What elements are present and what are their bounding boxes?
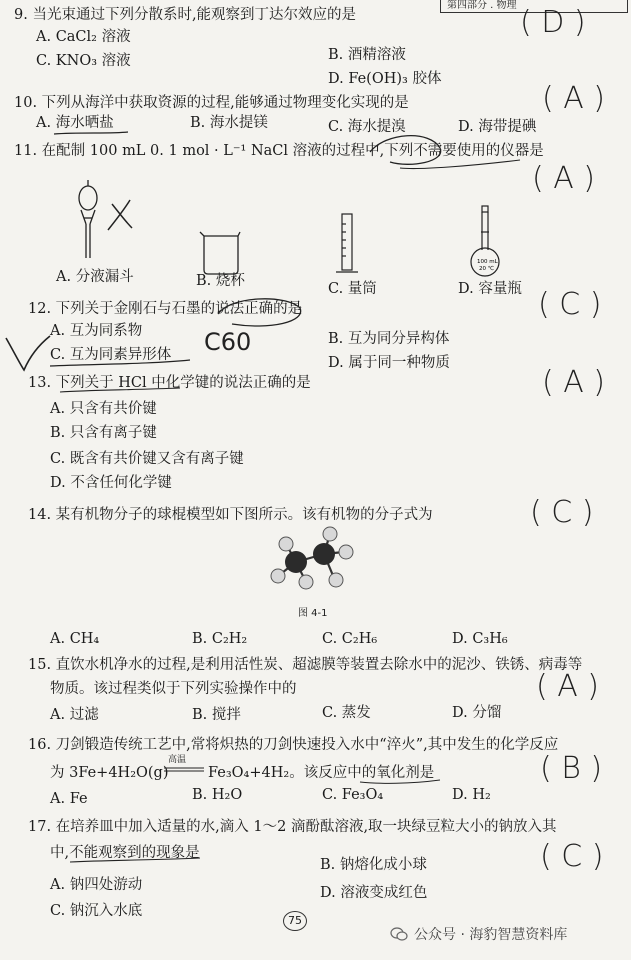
q10-option-c: C. 海水提溴 [328, 119, 406, 135]
q9-stem: 9. 当光束通过下列分散系时,能观察到丁达尔效应的是 [14, 7, 357, 23]
q11-handwritten-answer: ( A ) [532, 161, 596, 196]
q9-handwritten-answer: ( D ) [520, 5, 586, 40]
q17-stem-line2: 中,不能观察到的现象是 [50, 845, 200, 861]
check-mark-icon [6, 336, 50, 370]
handwritten-underline [70, 858, 200, 862]
q12-option-a: A. 互为同系物 [50, 323, 143, 339]
q13-option-a: A. 只含有共价键 [50, 401, 157, 417]
q9-option-a: A. CaCl₂ 溶液 [36, 29, 131, 45]
q12-option-c: C. 互为同素异形体 [50, 347, 172, 363]
q17-option-c: C. 钠沉入水底 [50, 903, 143, 919]
reaction-arrow [164, 768, 204, 771]
q10-option-d: D. 海带提碘 [458, 119, 537, 135]
watermark-text: 公众号 · 海豹智慧资料库 [414, 927, 568, 943]
q11-stem: 11. 在配制 100 mL 0. 1 mol · L⁻¹ NaCl 溶液的过程中,下列不需要使用的仪器是 [14, 143, 544, 159]
q16-option-a: A. Fe [50, 791, 88, 807]
q15-option-c: C. 蒸发 [322, 705, 371, 721]
q11-option-d: D. 容量瓶 [458, 281, 522, 297]
q15-stem-line1: 15. 直饮水机净水的过程,是利用活性炭、超滤膜等装置去除水中的泥沙、铁锈、病毒等 [28, 657, 583, 673]
q12-handwritten-note: C60 [204, 328, 252, 356]
q12-option-d: D. 属于同一种物质 [328, 355, 450, 371]
handwritten-underline [54, 132, 128, 134]
handwritten-circle [370, 136, 441, 165]
q13-option-c: C. 既含有共价键又含有离子键 [50, 451, 244, 467]
q15-stem-line2: 物质。该过程类似于下列实验操作中的 [50, 681, 297, 697]
q16-reaction-condition: 高温 [168, 755, 187, 765]
q10-handwritten-answer: ( A ) [542, 81, 606, 116]
q9-option-b: B. 酒精溶液 [328, 47, 406, 63]
q12-stem: 12. 下列关于金刚石与石墨的说法正确的是 [28, 301, 303, 317]
page-number: 75 [283, 911, 307, 931]
q17-option-b: B. 钠熔化成小球 [320, 857, 427, 873]
q17-option-a: A. 钠四处游动 [50, 877, 143, 893]
q16-stem-line2b: Fe₃O₄+4H₂。该反应中的氧化剂是 [208, 765, 435, 781]
handwritten-underline [60, 388, 180, 392]
q15-handwritten-answer: ( A ) [536, 669, 600, 704]
q9-option-c: C. KNO₃ 溶液 [36, 53, 131, 69]
q13-stem: 13. 下列关于 HCl 中化学键的说法正确的是 [28, 375, 311, 391]
q16-option-d: D. H₂ [452, 787, 491, 803]
q14-option-c: C. C₂H₆ [322, 631, 378, 647]
q15-option-a: A. 过滤 [50, 707, 99, 723]
q17-stem-line1: 17. 在培养皿中加入适量的水,滴入 1～2 滴酚酞溶液,取一块绿豆粒大小的钠放入其 [28, 819, 557, 835]
q13-option-d: D. 不含任何化学键 [50, 475, 172, 491]
q10-option-b: B. 海水提镁 [190, 115, 268, 131]
q14-option-a: A. CH₄ [50, 631, 100, 647]
beaker-icon [200, 232, 240, 274]
cross-mark [108, 200, 132, 230]
q14-stem: 14. 某有机物分子的球棍模型如下图所示。该有机物的分子式为 [28, 507, 433, 523]
graduated-cylinder-icon [336, 214, 358, 272]
q16-handwritten-answer: ( B ) [540, 751, 603, 786]
q12-handwritten-answer: ( C ) [538, 287, 602, 322]
handwritten-underline [50, 360, 190, 366]
q11-option-c: C. 量筒 [328, 281, 377, 297]
q11-option-a: A. 分液漏斗 [56, 269, 134, 285]
separatory-funnel-icon [79, 180, 97, 258]
q13-handwritten-answer: ( A ) [542, 365, 606, 400]
q14-option-d: D. C₃H₆ [452, 631, 508, 647]
q16-option-b: B. H₂O [192, 787, 243, 803]
q11-option-b: B. 烧杯 [196, 273, 245, 289]
q16-stem-line1: 16. 刀剑锻造传统工艺中,常将炽热的刀剑快速投入水中“淬火”,其中发生的化学反应 [28, 737, 559, 753]
q16-stem-line2a: 为 3Fe+4H₂O(g) [50, 765, 169, 781]
ball-and-stick-model [271, 527, 353, 589]
q14-handwritten-answer: ( C ) [530, 495, 594, 530]
q15-option-b: B. 搅拌 [192, 707, 241, 723]
page-header: 第四部分 . 物理 [440, 0, 628, 13]
q15-option-d: D. 分馏 [452, 705, 502, 721]
handwritten-underline [360, 780, 440, 783]
flask-label-volume: 100 mL [477, 259, 498, 265]
handwritten-circle [218, 299, 301, 326]
figure-caption: 图 4-1 [298, 608, 328, 619]
q10-option-a: A. 海水晒盐 [36, 115, 114, 131]
q17-option-d: D. 溶液变成红色 [320, 885, 428, 901]
q10-stem: 10. 下列从海洋中获取资源的过程,能够通过物理变化实现的是 [14, 95, 409, 111]
q12-option-b: B. 互为同分异构体 [328, 331, 450, 347]
flask-label-temperature: 20 ℃ [479, 266, 494, 272]
q16-option-c: C. Fe₃O₄ [322, 787, 384, 803]
q14-option-b: B. C₂H₂ [192, 631, 248, 647]
q13-option-b: B. 只含有离子键 [50, 425, 157, 441]
q17-handwritten-answer: ( C ) [540, 839, 604, 874]
q9-option-d: D. Fe(OH)₃ 胶体 [328, 71, 442, 87]
